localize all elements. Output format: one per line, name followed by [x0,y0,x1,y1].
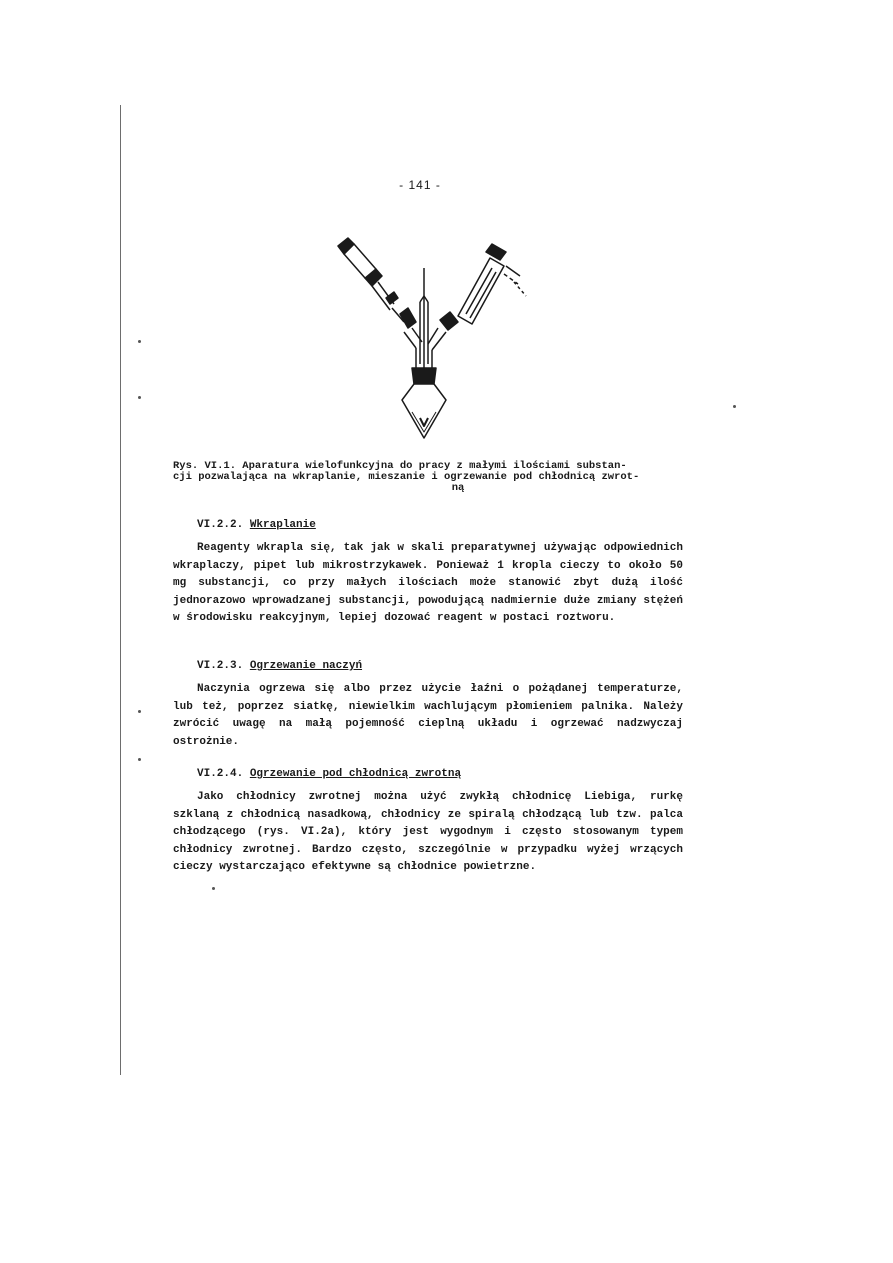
section-title: Ogrzewanie pod chłodnicą zwrotną [249,768,462,780]
figure-caption [173,461,683,494]
section-number: VI.2.4. [197,768,244,780]
left-joint [400,308,416,328]
section-title: Ogrzewanie naczyń [249,660,363,672]
caption-line: cji pozwalająca na wkraplanie, mieszanie i ogrzewanie pod chłodnicą zwrot- [173,471,640,483]
section-title: Wkraplanie [249,519,316,531]
section-wkraplanie [173,519,683,628]
page-number: - 141 - [399,178,441,192]
section-heading [197,519,683,531]
scan-speck [138,710,141,713]
section-paragraph: Reagenty wkrapla się, tak jak w skali preparatywnej używając odpowiednich wkraplaczy, pipet lub mikrostrzykawek. Ponieważ 1 kropla cieczy to około 50 mg substancji, co przy małych ilościach może stanowić zbyt dużą ilość jednorazowo wprowadzanej substancji, powodującą nadmiernie duże zmiany stężeń w środowisku reakcyjnym, lepiej dozować reagent w postaci roztworu. [173,542,683,625]
scan-speck [212,887,215,890]
caption-line: ną [451,482,465,494]
section-number: VI.2.2. [197,519,244,531]
scan-speck [138,758,141,761]
scan-speck [733,405,736,408]
reflux-condenser [458,258,504,324]
funnel-stopcock [386,292,398,304]
section-heading [197,768,683,780]
scan-speck [138,340,141,343]
section-number: VI.2.3. [197,660,244,672]
section-paragraph: Jako chłodnicy zwrotnej można użyć zwykłą chłodnicę Liebiga, rurkę szklaną z chłodnicą nasadkową, chłodnicy ze spiralą chłodzącą lub tzw. palca chłodzącego (rys. VI.2a), który jest wygodnym i często stosowanym typem chłodnicy zwrotnej. Bardzo często, szczególnie w przypadku wyżej wrzących cieczy wystarczająco efektywne są chłodnice powietrzne. [173,791,683,874]
apparatus-figure [320,232,530,444]
condenser-top [486,244,506,260]
section-heading [197,660,683,672]
flask-joint [412,368,436,384]
scan-speck [138,396,141,399]
section-paragraph: Naczynia ogrzewa się albo przez użycie łaźni o pożądanej temperaturze, lub też, poprzez siatkę, niewielkim wachlującym płomieniem palnika. Należy zwrócić uwagę na małą pojemność cieplną układu i ogrzewać nadzwyczaj ostrożnie. [173,683,683,748]
stir-bar [420,418,428,426]
caption-line: Rys. VI.1. Aparatura wielofunkcyjna do pracy z małymi ilościami substan- [173,460,627,472]
section-ogrzewanie-pod-chlodnica [173,768,683,877]
page-margin-line [120,105,121,1075]
section-ogrzewanie-naczyn [173,660,683,751]
conical-flask [402,384,446,438]
right-joint [440,312,458,330]
